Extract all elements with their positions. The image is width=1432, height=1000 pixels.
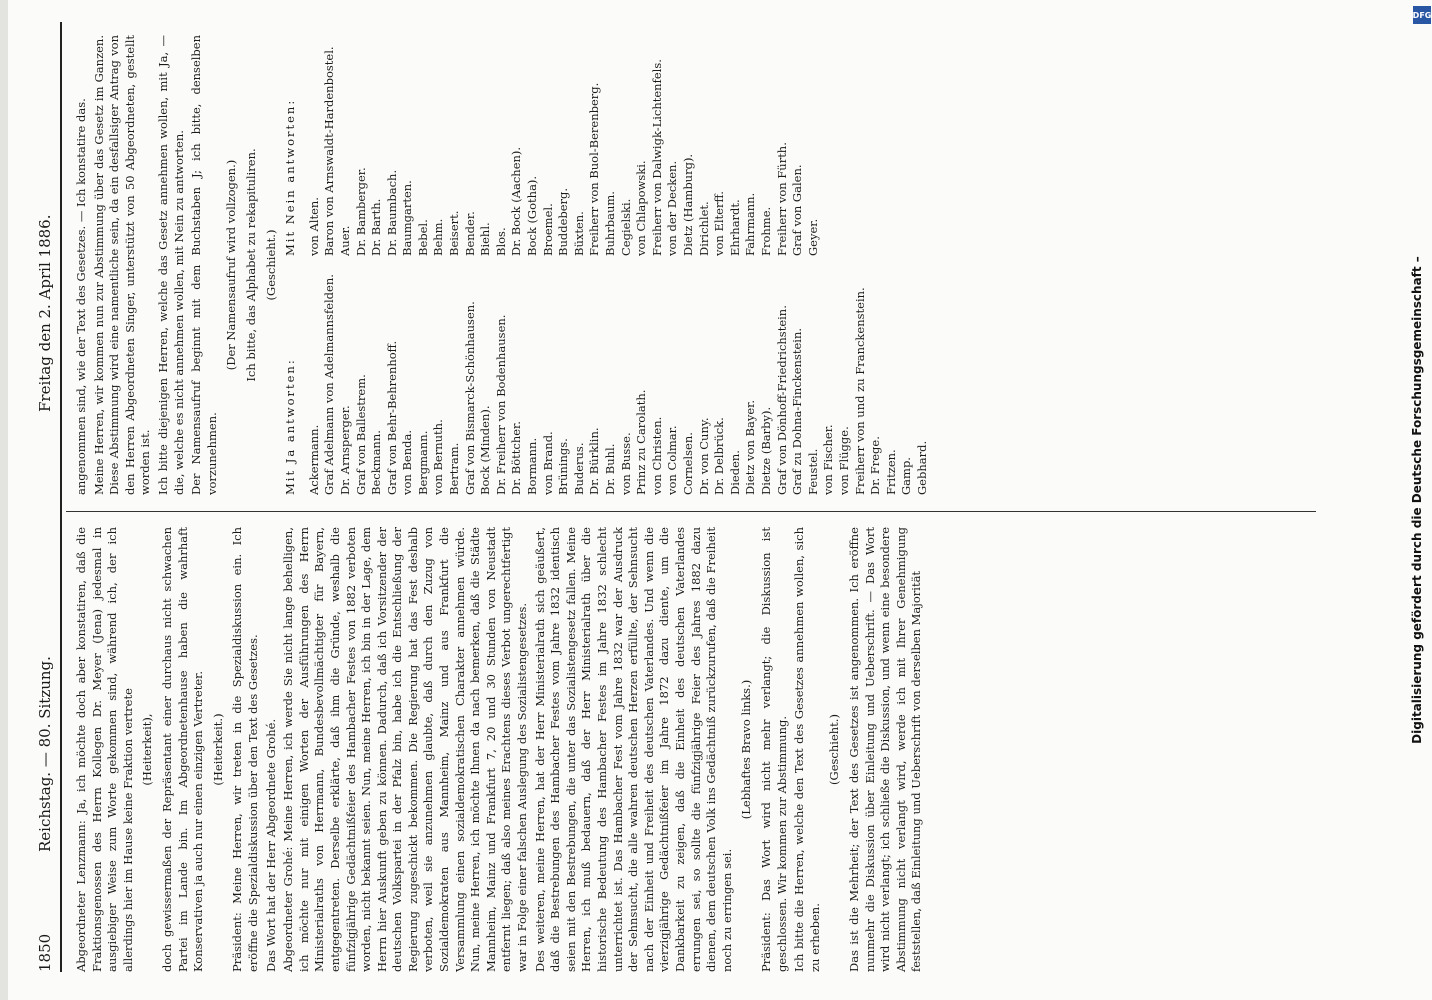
ja-name: von Flügge. <box>836 426 851 495</box>
ja-name: Bormann. <box>525 437 540 495</box>
ja-name: von Brand. <box>540 431 555 495</box>
rotated-page-content <box>20 10 1400 1000</box>
vote-lists <box>307 35 931 495</box>
nein-name: Baron von Arnswaldt-Hardenbostel. <box>322 46 337 256</box>
ja-heading: Mit Ja antworten: <box>283 358 298 495</box>
ja-name: Dr. Frege. <box>868 436 883 495</box>
nein-list <box>307 35 931 256</box>
ja-list <box>307 274 931 495</box>
ja-name: von Colmar. <box>665 425 680 495</box>
paragraph: Abgeordneter Grohé: Meine Herren, ich werde Sie nicht lange behelligen, ich möchte nur mit einigen Worten der Ausführungen des Herrn Ministerialraths von Herrmann, Bundesbevollmächtigter für Bayern, entgegentreten. Derselbe erklärte, daß ihm die Gründe, weshalb die fünfzigjährige Gedächtnißfeier des Hambacher Festes von 1882 verboten worden, nicht bekannt seien. Nun, meine Herren, ich bin in der Lage, dem Herrn hier Auskunft geben zu können. Dadurch, daß ich Vorsitzender der deutschen Volkspartei in der Pfalz bin, habe ich die Entschließung der Regierung zugeschickt bekommen. Die Regierung hat das Fest deshalb verboten, weil sie anzunehmen glaubte, daß durch den Zuzug von Sozialdemokraten aus Mannheim, Mainz und aus Frankfurt die Versammlung einen sozialdemokratischen Charakter annehmen würde. Nun, meine Herren, ich möchte Ihnen da nach bemerken, daß die Städte Mannheim, Mainz und Frankfurt 7, 20 und 30 Stunden von Neustadt entfernt liegen; daß also meines Erachtens dieses Verbot ungerechtfertigt war in Folge einer falschen Auslegung des Sozialistengesetzes. <box>281 527 530 972</box>
paragraph: Präsident: Meine Herren, wir treten in die Spezialdiskussion ein. Ich eröffne die Spezialdiskussion über den Text des Gesetzes. <box>230 527 260 972</box>
nein-name: Dr. Barth. <box>369 198 384 256</box>
nein-name: Freiherr von Fürth. <box>774 142 789 256</box>
stage-direction: (Heiterkeit), <box>140 713 155 786</box>
ja-name: Dr. Arnsperger. <box>337 405 352 495</box>
nein-name: Cegielski. <box>618 198 633 256</box>
ja-name: Dietze (Barby). <box>758 406 773 495</box>
nein-name: Frohme. <box>758 206 773 256</box>
nein-name: Beisert. <box>447 210 462 256</box>
nein-name: Auer. <box>337 225 352 256</box>
ja-name: Cornelsen. <box>680 432 695 495</box>
paragraph: Präsident: Das Wort wird nicht mehr verlangt; die Diskussion ist geschlossen. Wir kommen zur Abstimmung. <box>758 527 789 972</box>
session-title: Reichstag. — 80. Sitzung. <box>36 656 54 852</box>
nein-name: Büxten. <box>571 211 586 256</box>
ja-name: Dr. von Cuny. <box>696 417 711 495</box>
nein-name: von der Decken. <box>665 160 680 256</box>
nein-heading: Mit Nein antworten: <box>283 98 298 256</box>
nein-name: Bender. <box>462 211 477 256</box>
paragraph: Des weiteren, meine Herren, hat der Herr Ministerialrath sich geäußert, daß die Bestrebungen des Hambacher Festes vom Jahre 1832 identisch seien mit den Bestrebungen, die unter das Sozialistengesetz fallen. Meine Herren, ich muß bedauern, daß der Herr Ministerialrath über die historische Bedeutung des Hambacher Festes im Jahre 1832 schlecht unterrichtet ist. Das Hambacher Fest vom Jahre 1832 war der Ausdruck der Sehnsucht, die alle wahren deutschen Herzen erfüllte, der Sehnsucht nach der Einheit und Freiheit des deutschen Vaterlandes. Und wenn die vierzigjährige Gedächtnißfeier im Jahre 1872 dazu diente, um die Dankbarkeit zu zeigen, daß die Einheit des deutschen Vaterlandes errungen sei, so sollte die fünfzigjährige Feier des Jahres 1882 dazu dienen, dem deutschen Volk ins Gedächtniß zurückzurufen, daß die Freiheit noch zu erringen sei. <box>532 527 734 972</box>
ja-name: Graf von Ballestrem. <box>353 374 368 495</box>
page-header <box>34 22 62 972</box>
ja-name: Graf von Bismarck-Schönhausen. <box>462 301 477 495</box>
nein-name: von Alten. <box>306 197 321 256</box>
paragraph: Der Namensaufruf beginnt mit dem Buchstaben J; ich bitte, denselben vorzunehmen. <box>189 35 219 495</box>
ja-name: Ackermann. <box>306 424 321 495</box>
ja-name: von Fischer. <box>821 424 836 495</box>
paragraph: Das Wort hat der Herr Abgeordnete Grohé. <box>263 718 278 972</box>
nein-name: Geyer. <box>805 218 820 256</box>
dfg-funding-note: Digitalisierung gefördert durch die Deutsche Forschungsgemeinschaft – <box>1410 256 1424 744</box>
nein-name: Behm. <box>431 218 446 256</box>
ja-name: Gebhard. <box>914 440 929 495</box>
ja-name: Dieden. <box>727 450 742 495</box>
nein-name: Dirichlet. <box>696 201 711 256</box>
stage-direction: (Geschieht.) <box>827 714 842 785</box>
nein-name: Dr. Bamberger. <box>353 167 368 256</box>
nein-name: Dr. Bock (Aachen). <box>509 146 524 256</box>
ja-name: Dr. Delbrück. <box>712 417 727 495</box>
ja-name: Bergmann. <box>415 430 430 495</box>
column-divider <box>66 511 1316 512</box>
left-column <box>74 527 927 972</box>
ja-name: Buderus. <box>571 442 586 495</box>
ja-name: Dr. Böttcher. <box>509 421 524 495</box>
paragraph: doch gewissermaßen der Repräsentant einer durchaus nicht schwachen Partei im Lande bin. Im Abgeordnetenhause haben die wahrhaft Konservativen ja auch nur einen einzigen Vertreter. <box>159 527 206 972</box>
scan-edge <box>0 0 8 1000</box>
page-number: 1850 <box>36 933 54 972</box>
nein-name: von Elterff. <box>712 191 727 256</box>
nein-name: von Chlapowski. <box>634 160 649 256</box>
dfg-logo: DFG <box>1413 6 1431 24</box>
ja-name: Beckmann. <box>369 430 384 495</box>
ja-name: Gamp. <box>899 457 914 495</box>
paragraph: angenommen sind, wie der Text des Gesetzes. — Ich konstatire das. <box>74 98 88 495</box>
paragraph: Ich bitte die Herren, welche den Text des Gesetzes annehmen wollen, sich zu erheben. <box>792 527 822 972</box>
ja-name: Graf von Dönhoff-Friedrichstein. <box>774 305 789 495</box>
nein-name: Freiherr von Dalwigk-Lichtenfels. <box>649 59 664 256</box>
nein-name: Bock (Gotha). <box>525 175 540 256</box>
nein-name: Freiherr von Buol-Berenberg. <box>587 82 602 256</box>
paragraph: Meine Herren, wir kommen nun zur Abstimmung über das Gesetz im Ganzen. Diese Abstimmung wird eine namentliche sein, da ein desfallsiger Antrag von den Herren Abgeordneten Singer, unterstützt von 50 Abgeordneten, gestellt worden ist. <box>91 35 153 495</box>
vote-heading-row <box>283 35 299 495</box>
ja-name: von Bernuth. <box>431 419 446 495</box>
ja-name: Freiherr von und zu Franckenstein. <box>852 287 867 495</box>
nein-name: Bebel. <box>415 219 430 256</box>
right-column <box>74 35 938 495</box>
nein-name: Fahrmann. <box>743 192 758 256</box>
stage-direction: (Der Namensaufruf wird vollzogen.) <box>224 159 239 371</box>
ja-name: Graf Adelmann von Adelmannsfelden. <box>322 274 337 495</box>
ja-name: Dr. Bürklin. <box>587 427 602 495</box>
ja-name: Graf zu Dohna-Finckenstein. <box>790 327 805 495</box>
stage-direction: (Geschieht.) <box>263 229 278 301</box>
ja-name: Dietz von Bayer. <box>743 399 758 495</box>
nein-name: Baumgarten. <box>400 180 415 256</box>
nein-name: Broemel. <box>540 203 555 256</box>
paragraph: Ich bitte, das Alphabet zu rekapituliren. <box>243 148 258 382</box>
ja-name: Brünings. <box>556 438 571 495</box>
ja-name: Feustel. <box>805 448 820 495</box>
ja-name: von Benda. <box>400 429 415 495</box>
stage-direction: (Lebhaftes Bravo links.) <box>739 679 754 820</box>
nein-name: Biehl. <box>478 222 493 256</box>
ja-name: Prinz zu Carolath. <box>634 389 649 495</box>
paragraph: Das ist die Mehrheit; der Text des Gesetzes ist angenommen. Ich eröffne nunmehr die Diskussion über Einleitung und Ueberschrift. — Das Wort wird nicht verlangt; ich schließe die Diskussion, und wenn eine besondere Abstimmung nicht verlangt wird, werde ich mit Ihrer Genehmigung feststellen, daß Einleitung und Ueberschrift von derselben Majorität <box>846 527 924 972</box>
ja-name: Graf von Behr-Behrenhoff. <box>384 340 399 495</box>
nein-name: Graf von Galen. <box>790 164 805 256</box>
nein-name: Dr. Baumbach. <box>384 169 399 256</box>
ja-name: Bock (Minden). <box>478 405 493 495</box>
nein-name: Buddeberg. <box>556 187 571 256</box>
ja-name: von Christen. <box>649 416 664 495</box>
nein-name: Dietz (Hamburg). <box>680 153 695 256</box>
ja-name: Bertram. <box>447 442 462 495</box>
nein-name: Blos. <box>493 227 508 256</box>
paragraph: Abgeordneter Lenzmann: Ja, ich möchte doch aber konstatiren, daß die Fraktionsgenossen des Herrn Kollegen Dr. Meyer (Jena) jedesmal in ausgiebiger Weise zum Worte gekommen sind, während ich, der ich allerdings hier im Hause keine Fraktion vertrete <box>74 527 135 972</box>
nein-name: Buhrbaum. <box>603 191 617 256</box>
stage-direction: (Heiterkeit.) <box>210 713 225 786</box>
nein-name: Ehrhardt. <box>727 199 742 256</box>
paragraph: Ich bitte diejenigen Herren, welche das Gesetz annehmen wollen, mit Ja, — die, welche es nicht annehmen wollen, mit Nein zu antworten. <box>155 35 186 495</box>
ja-name: von Busse. <box>618 432 633 495</box>
ja-name: Dr. Freiherr von Bodenhausen. <box>493 314 508 495</box>
ja-name: Fritzen. <box>883 449 898 495</box>
ja-name: Dr. Buhl. <box>603 443 617 495</box>
session-date: Freitag den 2. April 1886. <box>36 214 54 412</box>
